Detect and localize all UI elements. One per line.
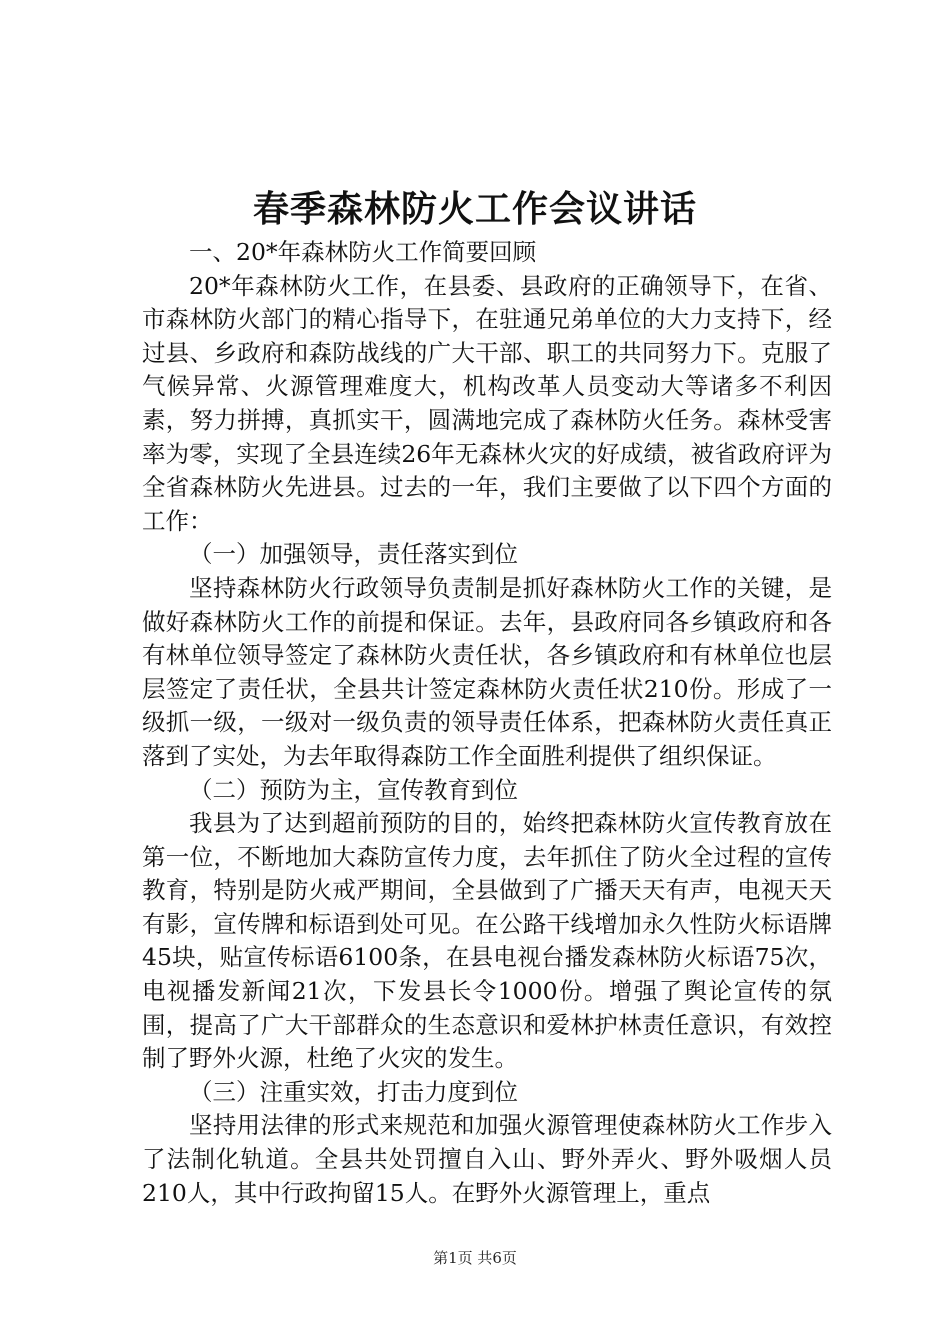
subsection-heading: （二）预防为主，宣传教育到位	[189, 775, 518, 804]
body-paragraph: 坚持用法律的形式来规范和加强火源管理使森林防火工作步入了法制化轨道。全县共处罚擅自入山、野外弄火、野外吸烟人员210人，其中行政拘留15人。在野外火源管理上，重点	[142, 1111, 832, 1207]
subsection-heading: （一）加强领导，责任落实到位	[189, 540, 518, 569]
subsection-heading: （三）注重实效，打击力度到位	[189, 1077, 518, 1106]
page-footer: 第1页 共6页	[433, 1249, 517, 1267]
document-title: 春季森林防火工作会议讲话	[252, 189, 697, 230]
document-body	[142, 236, 832, 1210]
body-paragraph: 我县为了达到超前预防的目的，始终把森林防火宣传教育放在第一位，不断地加大森防宣传力度，去年抓住了防火全过程的宣传教育，特别是防火戒严期间，全县做到了广播天天有声，电视天天有影，宣传牌和标语到处可见。在公路干线增加永久性防火标语牌45块，贴宣传标语6100条，在县电视台播发森林防火标语75次，电视播发新闻21次，下发县长令1000份。增强了舆论宣传的氛围，提高了广大干部群众的生态意识和爱林护林责任意识，有效控制了野外火源，杜绝了火灾的发生。	[142, 809, 832, 1073]
body-paragraph: 20*年森林防火工作，在县委、县政府的正确领导下，在省、市森林防火部门的精心指导下，在驻通兄弟单位的大力支持下，经过县、乡政府和森防战线的广大干部、职工的共同努力下。克服了气候异常、火源管理难度大，机构改革人员变动大等诸多不利因素，努力拼搏，真抓实干，圆满地完成了森林防火任务。森林受害率为零，实现了全县连续26年无森林火灾的好成绩，被省政府评为全省森林防火先进县。过去的一年，我们主要做了以下四个方面的工作：	[142, 271, 832, 535]
body-paragraph: 坚持森林防火行政领导负责制是抓好森林防火工作的关键，是做好森林防火工作的前提和保证。去年，县政府同各乡镇政府和各有林单位领导签定了森林防火责任状，各乡镇政府和有林单位也层层签定了责任状，全县共计签定森林防火责任状210份。形成了一级抓一级，一级对一级负责的领导责任体系，把森林防火责任真正落到了实处，为去年取得森防工作全面胜利提供了组织保证。	[142, 573, 832, 770]
section-heading: 一、20*年森林防火工作简要回顾	[189, 238, 537, 266]
